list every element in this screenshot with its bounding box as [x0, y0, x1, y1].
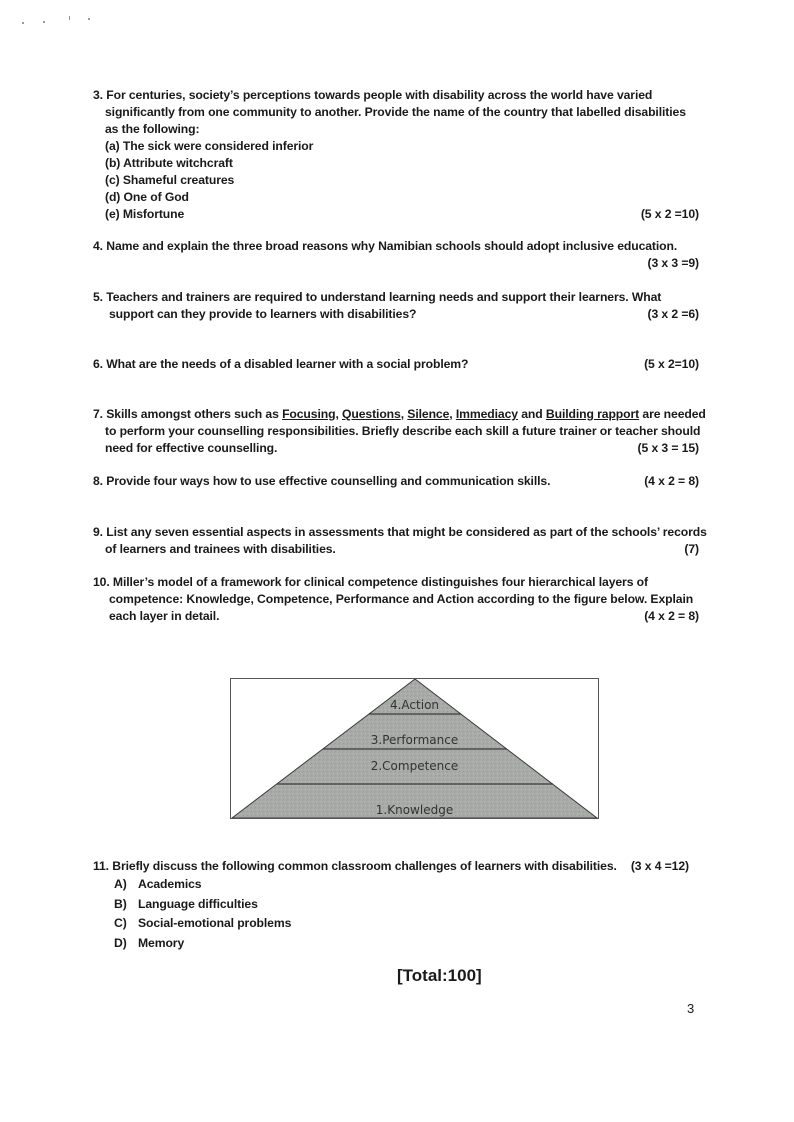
level-competence: 2.Competence: [370, 759, 459, 773]
sub-item-text: Social-emotional problems: [138, 916, 292, 930]
sub-item: (a) The sick were considered inferior: [105, 139, 314, 153]
marks-allocation: (7): [684, 542, 699, 556]
question-text: 5. Teachers and trainers are required to understand learning needs and support their learners. What: [93, 290, 662, 304]
millers-pyramid-figure: [230, 678, 599, 819]
question-text: 6. What are the needs of a disabled learner with a social problem?: [93, 357, 469, 371]
question-text-with-marks: [93, 608, 699, 625]
question-3: [93, 87, 699, 223]
skill-questions: Questions: [342, 407, 401, 421]
question-text: 9. List any seven essential aspects in assessments that might be considered as part of the schools’ records: [93, 525, 707, 539]
question-text-with-marks: [93, 306, 699, 323]
sub-item: [114, 914, 699, 934]
scan-artifact: [88, 18, 90, 20]
question-text: need for effective counselling.: [105, 441, 278, 455]
separator: and: [517, 407, 546, 421]
question-text-with-marks: [93, 440, 699, 457]
sub-item-label: D): [114, 935, 127, 950]
question-text: 4. Name and explain the three broad reasons why Namibian schools should adopt inclusive education.: [93, 239, 678, 253]
question-text: competence: Knowledge, Competence, Performance and Action according to the figure below. Explain: [109, 592, 694, 606]
question-text: 10. Miller’s model of a framework for clinical competence distinguishes four hierarchical layers of: [93, 575, 648, 589]
question-text: [93, 406, 706, 423]
sub-item: [114, 895, 699, 915]
sub-item: (c) Shameful creatures: [105, 173, 235, 187]
question-text: significantly from one community to another. Provide the name of the country that labelled disabilities: [105, 105, 686, 119]
skill-immediacy: Immediacy: [455, 407, 518, 421]
sub-item-text: Memory: [138, 935, 185, 950]
question-11: [93, 858, 699, 953]
question-text-with-marks: [93, 356, 699, 373]
sub-item-text: Academics: [138, 877, 202, 891]
skill-silence: Silence: [407, 407, 450, 421]
marks-allocation: (5 x 2=10): [644, 357, 699, 371]
question-text: 3. For centuries, society’s perceptions towards people with disability across the world have varied: [93, 88, 653, 102]
question-text-with-marks: [93, 473, 699, 490]
question-text: support can they provide to learners with disabilities?: [109, 307, 417, 321]
question-text: to perform your counselling responsibilities. Briefly describe each skill a future trainer or teacher should: [105, 424, 701, 438]
sub-item: (b) Attribute witchcraft: [105, 156, 233, 170]
marks-allocation: (4 x 2 = 8): [644, 609, 699, 623]
skill-focusing: Focusing: [282, 407, 336, 421]
question-text: each layer in detail.: [109, 609, 220, 623]
scan-artifact: [69, 16, 70, 20]
total-marks: [Total:100]: [397, 966, 482, 985]
marks-allocation: (5 x 3 = 15): [637, 441, 699, 455]
question-text: of learners and trainees with disabilities.: [105, 542, 336, 556]
question-4: [93, 238, 699, 272]
sub-item-label: C): [114, 916, 127, 930]
level-performance: 3.Performance: [370, 733, 459, 747]
question-text-with-marks: [93, 858, 699, 875]
level-action: 4.Action: [389, 698, 440, 712]
sub-item-text: Language difficulties: [138, 896, 258, 911]
question-5: [93, 289, 699, 323]
question-8: [93, 473, 699, 490]
marks-allocation: (4 x 2 = 8): [644, 474, 699, 488]
question-7: [93, 406, 706, 457]
sub-item: (e) Misfortune: [105, 207, 185, 221]
sub-item-label: A): [114, 877, 127, 891]
scan-artifact: [43, 21, 45, 23]
question-text: 11. Briefly discuss the following common classroom challenges of learners with disabilities.: [93, 859, 617, 873]
sub-item-label: B): [114, 896, 127, 911]
question-text: 8. Provide four ways how to use effective counselling and communication skills.: [93, 474, 551, 488]
question-text-suffix: are needed: [639, 407, 706, 421]
question-6: [93, 356, 699, 373]
level-knowledge: 1.Knowledge: [375, 803, 454, 817]
question-text: as the following:: [105, 122, 200, 136]
marks-line: [93, 255, 699, 272]
marks-allocation: (5 x 2 =10): [640, 207, 699, 221]
sub-item: [114, 875, 699, 895]
sub-item-with-marks: [93, 206, 699, 223]
page-number: 3: [687, 1001, 695, 1016]
separator: ,: [449, 407, 456, 421]
question-text-prefix: 7. Skills amongst others such as: [93, 407, 283, 421]
question-10: [93, 574, 699, 625]
sub-item-list: [93, 875, 699, 953]
scan-artifact: [22, 22, 24, 24]
marks-allocation: (3 x 3 =9): [647, 256, 699, 270]
question-9: [93, 524, 707, 558]
separator: ,: [400, 407, 408, 421]
sub-item: [114, 934, 699, 954]
sub-item: (d) One of God: [105, 190, 189, 204]
marks-allocation: (3 x 2 =6): [647, 307, 699, 321]
question-text-with-marks: [93, 541, 699, 558]
separator: ,: [335, 407, 343, 421]
marks-allocation: (3 x 4 =12): [630, 859, 689, 873]
skill-building-rapport: Building rapport: [545, 407, 640, 421]
